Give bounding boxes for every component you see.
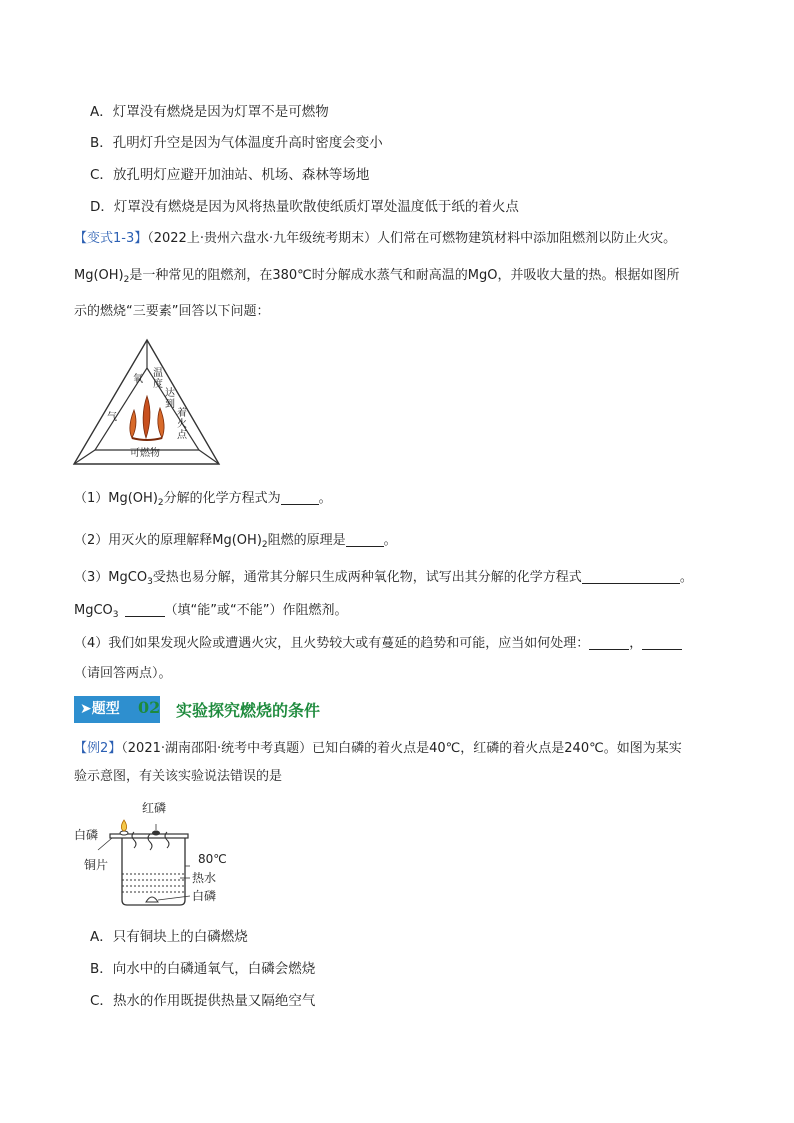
answer-blank-3[interactable] [582,569,680,584]
label-white-phosphorus-bottom: 白磷 [192,889,217,903]
question-4: （4）我们如果发现火险或遭遇火灾，且火势较大或有蔓延的趋势和可能，应当如何处理： ， [74,634,682,654]
question-3-line2: MgCO$_3$ （填“能”或“不能”）作阻燃剂。 [74,603,348,620]
answer-blank-2[interactable] [346,532,384,547]
option-b-bottom: B．向水中的白磷通氧气，白磷会燃烧 [90,961,316,977]
beaker [122,838,185,905]
question-3: （3）MgCO$_3$受热也易分解，通常其分解只生成两种氧化物，试写出其分解的化学方程式 。 [74,570,693,587]
flame-icon [121,820,126,831]
variant-line2: $Mg(OH)_2$是一种常见的阻燃剂，在380℃时分解成水蒸气和耐高温的MgO，并吸收大量的热。根据如图所 [74,268,680,285]
section-title: 实验探究燃烧的条件 [176,701,321,720]
label-hot-water: 热水 [192,871,217,885]
answer-blank-4[interactable] [125,602,165,617]
example-source: （2021·湖南邵阳·统考中考真题） [121,741,313,756]
label-red-phosphorus: 红磷 [142,801,167,815]
fire-triangle-diagram [72,338,222,466]
example-header: 【例2】（2021·湖南邵阳·统考中考真题）已知白磷的着火点是40℃，红磷的着火点是240℃。如图为某实 [74,741,682,756]
label-temperature: 80℃ [198,852,227,866]
answer-blank-1[interactable] [281,490,319,505]
triangle-label-temp2: 达 到 [165,388,175,410]
label-copper: 铜片 [84,858,109,872]
example-line2: 验示意图，有关该实验说法错误的是 [74,769,283,784]
section-number: 02 [138,698,161,717]
variant-header: 【变式1-3】（2022上·贵州六盘水·九年级统考期末）人们常在可燃物建筑材料中添加阻燃剂以防止火灾。 [74,231,677,246]
section-banner-label: 题型 [91,701,120,717]
variant-source: （2022上·贵州六盘水·九年级统考期末） [147,231,378,246]
triangle-label-oxygen2: 气 [107,412,117,423]
option-a-bottom: A．只有铜块上的白磷燃烧 [90,929,248,945]
triangle-label-temp1: 温 度 [153,368,163,390]
option-c-bottom: C．热水的作用既提供热量又隔绝空气 [90,993,316,1009]
example-tag: 【例2】 [74,741,122,756]
option-c-top: C．放孔明灯应避开加油站、机场、森林等场地 [90,167,370,183]
label-white-phosphorus-top: 白磷 [74,828,99,842]
question-4-line2: （请回答两点）。 [74,666,172,681]
variant-line3: 示的燃烧“三要素”回答以下问题： [74,304,270,319]
option-d-top: D．灯罩没有燃烧是因为风将热量吹散使纸质灯罩处温度低于纸的着火点 [90,199,519,215]
answer-blank-5[interactable] [589,635,629,650]
triangle-label-temp3: 着 火 点 [177,408,187,441]
variant-tag: 【变式1-3】 [74,231,148,246]
arrow-right-icon: ➤ [80,701,92,717]
answer-blank-6[interactable] [642,635,682,650]
option-a-top: A．灯罩没有燃烧是因为灯罩不是可燃物 [90,104,329,120]
question-1: $(1)Mg(OH)_2$分解的化学方程式为 。 [74,491,332,508]
triangle-label-oxygen1: 氧 [133,374,143,385]
question-2: （2）用灭火的原理解释$Mg(OH)_2$阻燃的原理是 。 [74,533,397,550]
option-b-top: B．孔明灯升空是因为气体温度升高时密度会变小 [90,135,383,151]
triangle-label-fuel: 可燃物 [130,448,160,459]
